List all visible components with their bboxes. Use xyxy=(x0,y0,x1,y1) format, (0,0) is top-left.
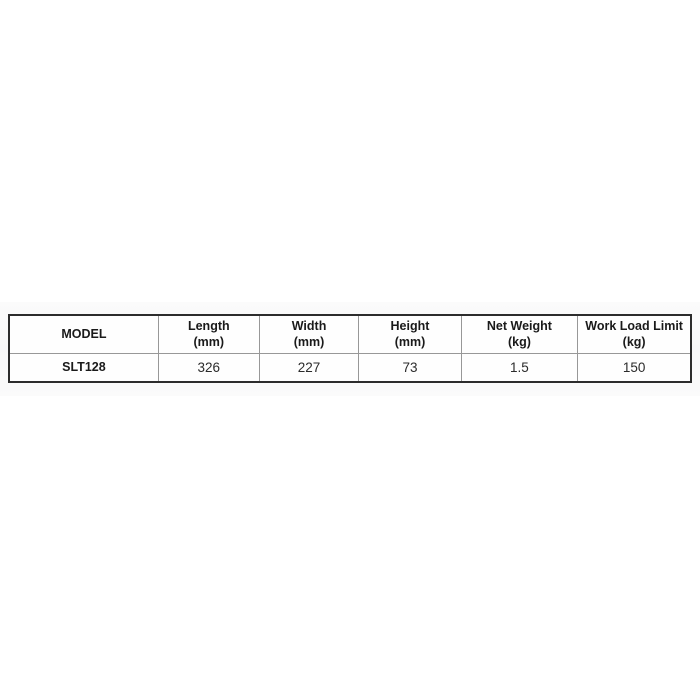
column-header-height xyxy=(359,315,461,353)
column-header-net-weight-unit: (kg) xyxy=(507,335,531,350)
column-header-width-label: Width xyxy=(291,319,327,333)
column-header-net-weight-label: Net Weight xyxy=(486,319,552,333)
column-header-net-weight xyxy=(461,315,578,353)
column-header-width-unit: (mm) xyxy=(293,335,325,350)
product-spec-table xyxy=(8,314,692,383)
column-header-length-unit: (mm) xyxy=(193,335,225,350)
cell-length: 326 xyxy=(158,353,259,382)
cell-net-weight: 1.5 xyxy=(461,353,578,382)
column-header-width xyxy=(259,315,359,353)
cell-height: 73 xyxy=(359,353,461,382)
table-row-slt128 xyxy=(9,353,691,382)
table-header-row xyxy=(9,315,691,353)
cell-model: SLT128 xyxy=(9,353,158,382)
cell-width: 227 xyxy=(259,353,359,382)
column-header-height-unit: (mm) xyxy=(394,335,426,350)
column-header-work-load-limit xyxy=(578,315,691,353)
column-header-work-load-limit-unit: (kg) xyxy=(622,335,646,350)
column-header-model: MODEL xyxy=(9,315,158,353)
cell-work-load-limit: 150 xyxy=(578,353,691,382)
column-header-height-label: Height xyxy=(390,319,430,333)
column-header-length xyxy=(158,315,259,353)
column-header-work-load-limit-label: Work Load Limit xyxy=(585,319,683,333)
column-header-length-label: Length xyxy=(187,319,230,333)
